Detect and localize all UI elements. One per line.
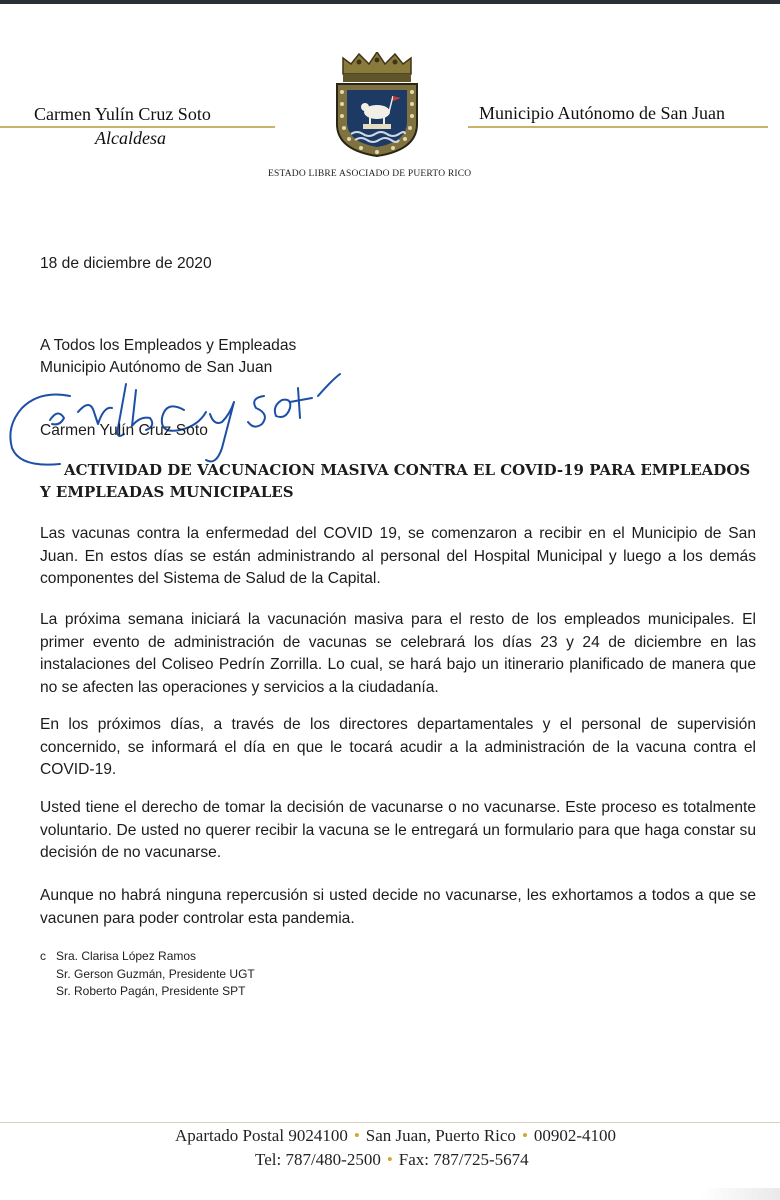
separator: • bbox=[521, 1126, 528, 1145]
paragraph: En los próximos días, a través de los directores departamentales y el personal de supervisión concernido, se informará el día en que le tocará acudir a la administración de la vacuna contra el COVID-19. bbox=[40, 716, 756, 778]
postal-address: Apartado Postal 9024100 bbox=[175, 1126, 348, 1145]
subject-line: ACTIVIDAD DE VACUNACION MASIVA CONTRA EL COVID-19 PARA EMPLEADOS bbox=[64, 461, 751, 479]
page-corner bbox=[700, 1188, 780, 1200]
footer-rule bbox=[0, 1122, 780, 1123]
top-border bbox=[0, 0, 780, 4]
letter-subject bbox=[40, 459, 756, 503]
cc-mark: c bbox=[40, 949, 46, 963]
subject-line: Y EMPLEADAS MUNICIPALES bbox=[40, 483, 294, 501]
paragraph: Las vacunas contra la enfermedad del COVID 19, se comenzaron a recibir en el Municipio de San Juan. En estos días se están administrando al personal del Hospital Municipal y luego a los demás componentes del Sistema de Salud de la Capital. bbox=[40, 525, 756, 587]
mayor-name: Carmen Yulín Cruz Soto bbox=[34, 104, 211, 124]
cc-recipient: Sr. Gerson Guzmán, Presidente UGT bbox=[56, 966, 255, 981]
recipient-line: A Todos los Empleados y Empleadas bbox=[40, 337, 297, 354]
header-rule-right bbox=[468, 126, 768, 128]
zip-code: 00902-4100 bbox=[533, 1126, 617, 1145]
footer-contact bbox=[255, 1150, 529, 1170]
separator: • bbox=[386, 1150, 393, 1169]
cc-list bbox=[40, 948, 255, 1001]
recipient-line: Municipio Autónomo de San Juan bbox=[40, 359, 273, 376]
state-name: ESTADO LIBRE ASOCIADO DE PUERTO RICO bbox=[268, 169, 472, 179]
separator: • bbox=[353, 1126, 360, 1145]
cc-recipient: Sr. Roberto Pagán, Presidente SPT bbox=[56, 984, 246, 998]
city: San Juan, Puerto Rico bbox=[365, 1126, 516, 1145]
paragraph: Aunque no habrá ninguna repercusión si usted decide no vacunarse, les exhortamos a todos a que se vacunen para poder controlar esta pandemia. bbox=[40, 887, 756, 927]
sender-name: Carmen Yulín Cruz Soto bbox=[40, 422, 208, 439]
footer-address bbox=[175, 1126, 616, 1146]
fax: Fax: 787/725-5674 bbox=[398, 1150, 529, 1169]
header-rule-left bbox=[0, 126, 275, 128]
paragraph: La próxima semana iniciará la vacunación masiva para el resto de los empleados municipales. El primer evento de administración de vacunas se celebrará los días 23 y 24 de diciembre en las instalaciones del Coliseo Pedrín Zorrilla. Lo cual, se hará bajo un itinerario planificado de manera que no se afecten las operaciones y servicios a la ciudadanía. bbox=[40, 611, 756, 696]
municipality-name: Municipio Autónomo de San Juan bbox=[479, 103, 725, 123]
telephone: Tel: 787/480-2500 bbox=[255, 1150, 381, 1169]
coat-of-arms-icon bbox=[333, 52, 421, 158]
cc-recipient: Sra. Clarisa López Ramos bbox=[56, 949, 197, 963]
paragraph: Usted tiene el derecho de tomar la decisión de vacunarse o no vacunarse. Este proceso es totalmente voluntario. De usted no querer recibir la vacuna se le entregará un formulario para que haga constar su decisión de no vacunarse. bbox=[40, 799, 756, 861]
letter-date: 18 de diciembre de 2020 bbox=[40, 255, 212, 272]
mayor-title: Alcaldesa bbox=[95, 128, 166, 148]
